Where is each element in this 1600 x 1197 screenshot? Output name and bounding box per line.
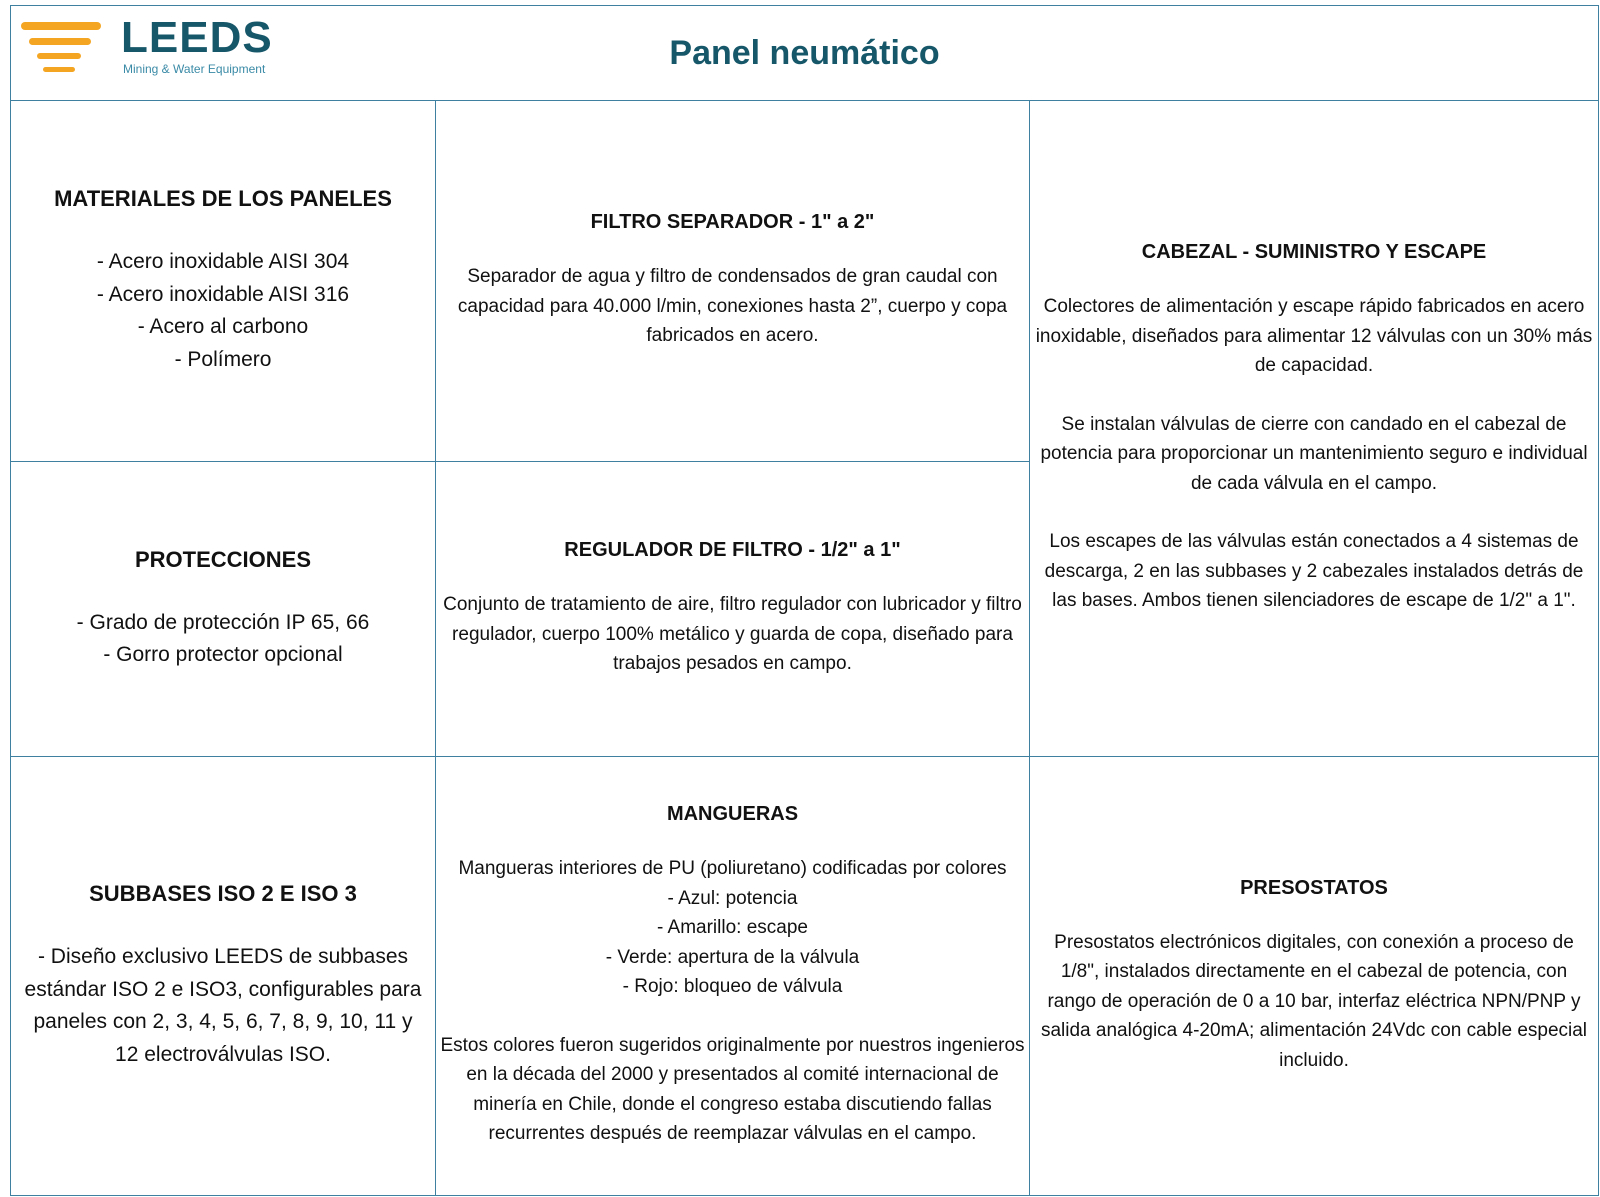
section-heading: SUBBASES ISO 2 E ISO 3 xyxy=(89,881,357,906)
list-item: - Amarillo: escape xyxy=(656,917,808,939)
section-text: Presostatos electrónicos digitales, con conexión a proceso de 1/8", instalados directamente en el cabezal de potencia, con rango de operación de 0 a 10 bar, interfaz eléctrica NPN/PNP y salida analógica 4-20mA; alimentación 24Vdc con cable especial incluido. xyxy=(1040,931,1588,1071)
section-heading: CABEZAL - SUMINISTRO Y ESCAPE xyxy=(1141,241,1487,264)
section-text: - Diseño exclusivo LEEDS de subbases estándar ISO 2 e ISO3, configurables para paneles con 2, 3, 4, 5, 6, 7, 8, 9, 10, 11 y 12 electroválvulas ISO. xyxy=(24,945,422,1066)
section-presostatos xyxy=(1030,757,1598,1195)
list-item: - Azul: potencia xyxy=(667,887,798,909)
section-regulador xyxy=(436,462,1030,757)
brand-tagline: Mining & Water Equipment xyxy=(123,62,266,76)
spec-sheet xyxy=(10,5,1599,1196)
list-item: - Acero inoxidable AISI 316 xyxy=(96,282,350,306)
protections-list xyxy=(77,607,370,672)
section-subbases xyxy=(11,757,436,1195)
section-filtro xyxy=(436,101,1030,462)
brand-name: LEEDS xyxy=(121,13,273,62)
list-item: - Acero al carbono xyxy=(137,315,309,338)
section-text: Colectores de alimentación y escape rápido fabricados en acero inoxidable, diseñados para alimentar 12 válvulas con un 30% más de capacidad. xyxy=(1035,296,1593,377)
section-text: Se instalan válvulas de cierre con candado en el cabezal de potencia para proporcionar un mantenimiento seguro e individual de cada válvula en el campo. xyxy=(1040,413,1588,494)
section-heading: REGULADOR DE FILTRO - 1/2" a 1" xyxy=(564,539,901,562)
hoses-color-list xyxy=(458,854,1006,1002)
section-protecciones xyxy=(11,462,436,757)
section-text: Estos colores fueron sugeridos originalmente por nuestros ingenieros en la década del 2000 y presentados al comité internacional de minería en Chile, donde el congreso estaba discutiendo fallas recurrentes después de reemplazar válvulas en el campo. xyxy=(440,1034,1025,1145)
page-title: Panel neumático xyxy=(669,34,940,72)
section-materiales xyxy=(11,101,436,462)
list-item: - Polímero xyxy=(174,347,272,371)
section-text: Conjunto de tratamiento de aire, filtro regulador con lubricador y filtro regulador, cuerpo 100% metálico y guarda de copa, diseñado para trabajos pesados en campo. xyxy=(443,594,1022,675)
section-mangueras xyxy=(436,757,1030,1195)
section-heading: PRESOSTATOS xyxy=(1240,876,1388,899)
list-item: - Rojo: bloqueo de válvula xyxy=(622,976,843,998)
hoses-intro: Mangueras interiores de PU (poliuretano) codificadas por colores xyxy=(458,858,1007,880)
section-text: Separador de agua y filtro de condensados de gran caudal con capacidad para 40.000 l/min, conexiones hasta 2”, cuerpo y copa fabricados en acero. xyxy=(457,266,1008,347)
list-item: - Verde: apertura de la válvula xyxy=(605,946,860,968)
section-heading: FILTRO SEPARADOR - 1" a 2" xyxy=(590,211,875,234)
section-heading: MANGUERAS xyxy=(666,803,799,826)
section-cabezal xyxy=(1030,101,1598,757)
section-heading: PROTECCIONES xyxy=(134,546,312,572)
section-text: Los escapes de las válvulas están conectados a 4 sistemas de descarga, 2 en las subbases y 2 cabezales instalados detrás de las bases. Ambos tienen silenciadores de escape de 1/2" a 1". xyxy=(1044,531,1584,612)
header xyxy=(11,6,1598,101)
list-item: - Acero inoxidable AISI 304 xyxy=(96,250,350,273)
section-heading: MATERIALES DE LOS PANELES xyxy=(54,186,392,211)
list-item: - Gorro protector opcional xyxy=(103,643,343,666)
list-item: - Grado de protección IP 65, 66 xyxy=(76,610,370,634)
materials-list xyxy=(97,246,349,376)
